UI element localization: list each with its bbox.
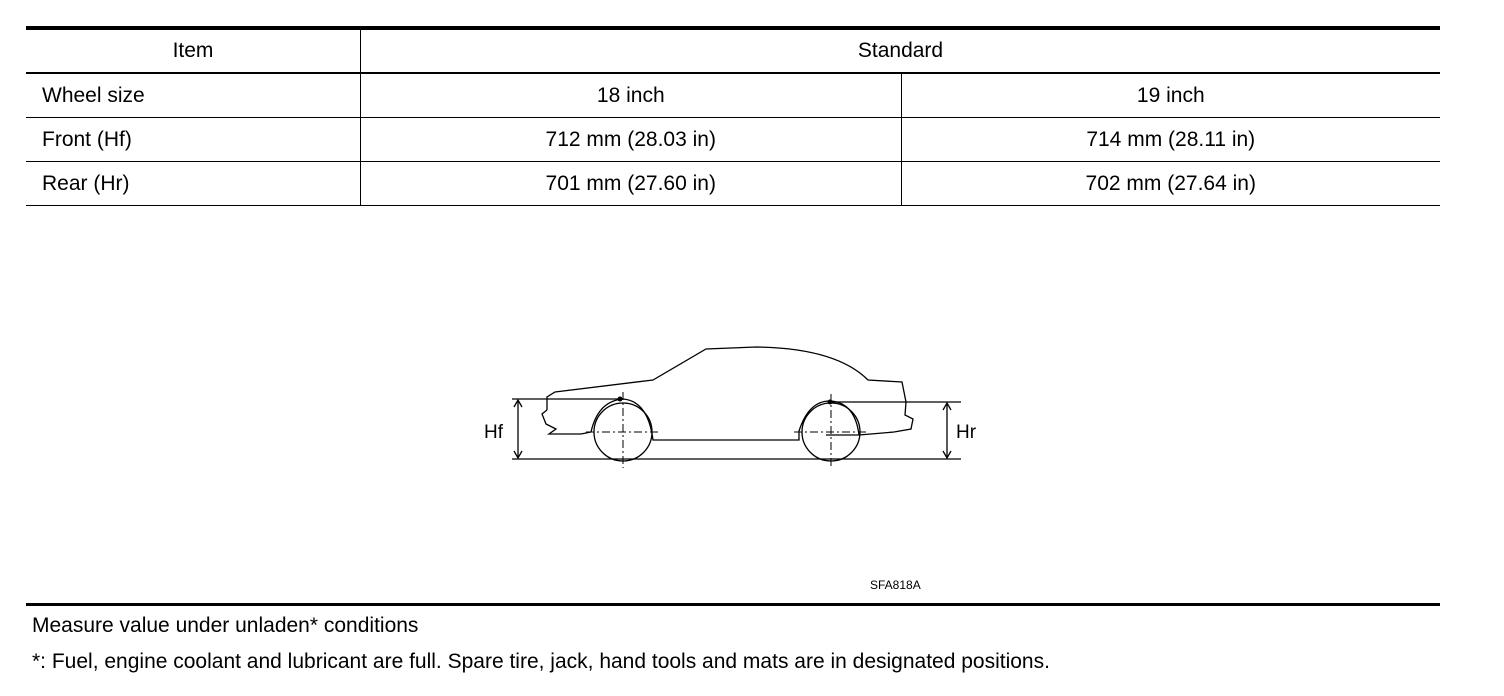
cell-19-inch: 702 mm (27.64 in) <box>901 162 1440 206</box>
measure-note: Measure value under unladen* conditions <box>32 614 419 637</box>
row-label: Front (Hf) <box>26 118 361 162</box>
ride-height-figure <box>26 200 1440 605</box>
hf-label: Hf <box>484 422 503 443</box>
table-row <box>26 162 1440 206</box>
hr-label: Hr <box>956 422 977 443</box>
header-standard: Standard <box>361 28 1441 73</box>
front-measure-point <box>618 397 623 402</box>
table-row <box>26 73 1440 118</box>
spec-table <box>26 26 1440 206</box>
cell-19-inch: 714 mm (28.11 in) <box>901 118 1440 162</box>
row-label: Rear (Hr) <box>26 162 361 206</box>
car-side-view-illustration <box>26 200 1440 605</box>
figure-code: SFA818A <box>870 578 921 592</box>
row-label: Wheel size <box>26 73 361 118</box>
cell-19-inch: 19 inch <box>901 73 1440 118</box>
cell-18-inch: 18 inch <box>361 73 902 118</box>
table-header-row <box>26 28 1440 73</box>
table-row <box>26 118 1440 162</box>
header-item: Item <box>26 28 361 73</box>
footnote: *: Fuel, engine coolant and lubricant are full. Spare tire, jack, hand tools and mats are in designated positions. <box>32 650 1050 673</box>
rear-measure-point <box>828 400 833 405</box>
cell-18-inch: 712 mm (28.03 in) <box>361 118 902 162</box>
front-bumper <box>542 410 591 434</box>
cell-18-inch: 701 mm (27.60 in) <box>361 162 902 206</box>
notes-divider <box>26 603 1440 606</box>
